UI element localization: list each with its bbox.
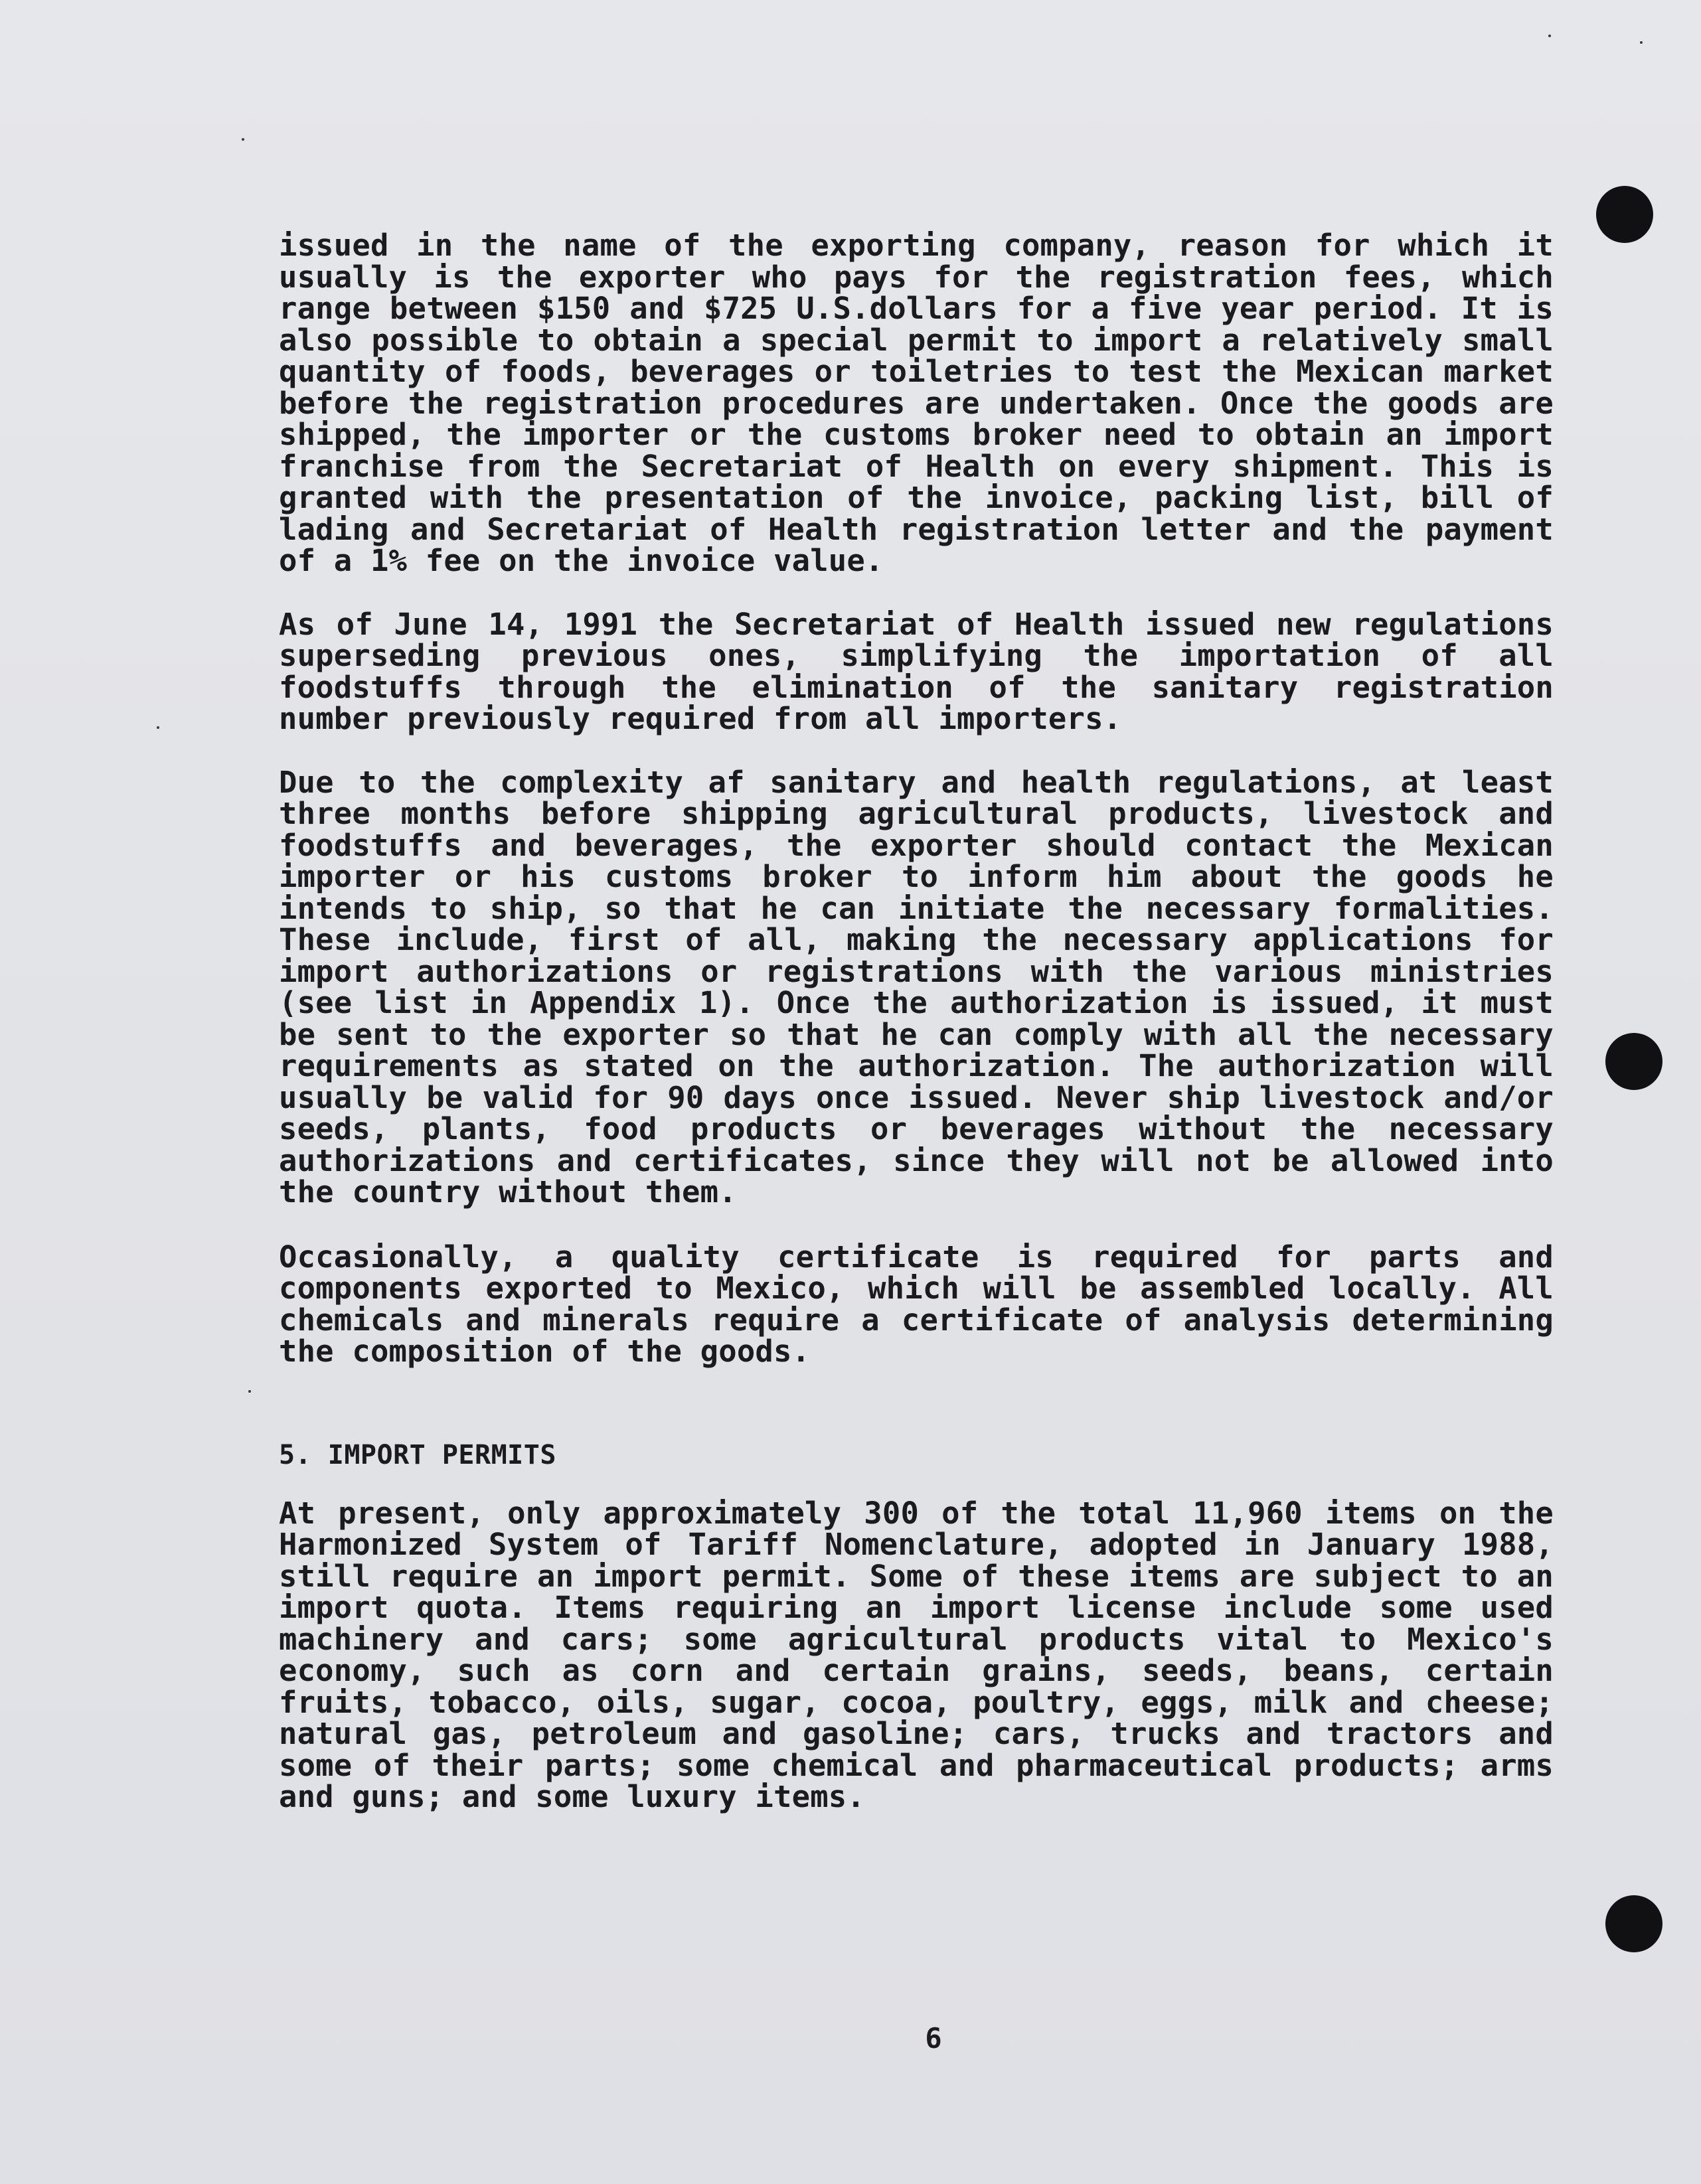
paragraph-import-permits: At present, only approximately 300 of the total 11,960 items on the Harmonized System of Tariff Nomenclature, adopted in January 1988, still require an import permit. Some of these items are subject to an import quota. Items requiring an import license include some used machinery and cars; some agricultural products vital to Mexico's economy, such as corn and certain grains, seeds, beans, certain fruits, tobacco, oils, sugar, cocoa, poultry, eggs, milk and cheese; natural gas, petroleum and gasoline; cars, trucks and tractors and some of their parts; some chemical and pharmaceutical products; arms and guns; and some luxury items. <box>279 1495 1554 1814</box>
scan-speck <box>248 1390 251 1393</box>
paragraph-sanitary-regulations: Due to the complexity af sanitary and health regulations, at least three months before shipping agricultural products, livestock and foodstuffs and beverages, the exporter should contact the Mexican importer or his customs broker to inform him about the goods he intends to ship, so that he can initiate the necessary formalities. These include, first of all, making the necessary applications for import authorizations or registrations with the various ministries (see list in Appendix 1). Once the authorization is issued, it must be sent to the exporter so that he can comply with all the necessary requirements as stated on the authorization. The authorization will usually be valid for 90 days once issued. Never ship livestock and/or seeds, plants, food products or beverages without the necessary authorizations and certificates, since they will not be allowed into the country without them. <box>279 764 1554 1209</box>
section-heading: 5. IMPORT PERMITS <box>279 1439 556 1470</box>
paragraph-june-1991-regulations: As of June 14, 1991 the Secretariat of Health issued new regulations superseding previous ones, simplifying the importation of all foodstuffs through the elimination of the sanitary registration number previously required from all importers. <box>279 606 1554 736</box>
body-text <box>279 230 1554 1813</box>
scan-speck <box>1548 35 1551 37</box>
binder-hole-bottom <box>1605 1895 1662 1952</box>
binder-hole-middle <box>1605 1033 1662 1090</box>
binder-hole-top <box>1596 186 1653 243</box>
page-number: 6 <box>925 2022 942 2055</box>
scan-speck <box>1640 41 1643 44</box>
scan-speck <box>242 138 244 141</box>
scan-speck <box>157 726 159 729</box>
paragraph-registration-fees: issued in the name of the exporting company, reason for which it usually is the exporter who pays for the registration fees, which range between $150 and $725 U.S.dollars for a five year period. It is also possible to obtain a special permit to import a relatively small quantity of foods, beverages or toiletries to test the Mexican market before the registration procedures are undertaken. Once the goods are shipped, the importer or the customs broker need to obtain an import franchise from the Secretariat of Health on every shipment. This is granted with the presentation of the invoice, packing list, bill of lading and Secretariat of Health registration letter and the payment of a 1% fee on the invoice value. <box>279 228 1554 578</box>
paragraph-quality-certificate: Occasionally, a quality certificate is required for parts and components exported to Mexico, which will be assembled locally. All chemicals and minerals require a certificate of analysis determining the composition of the goods. <box>279 1239 1554 1369</box>
